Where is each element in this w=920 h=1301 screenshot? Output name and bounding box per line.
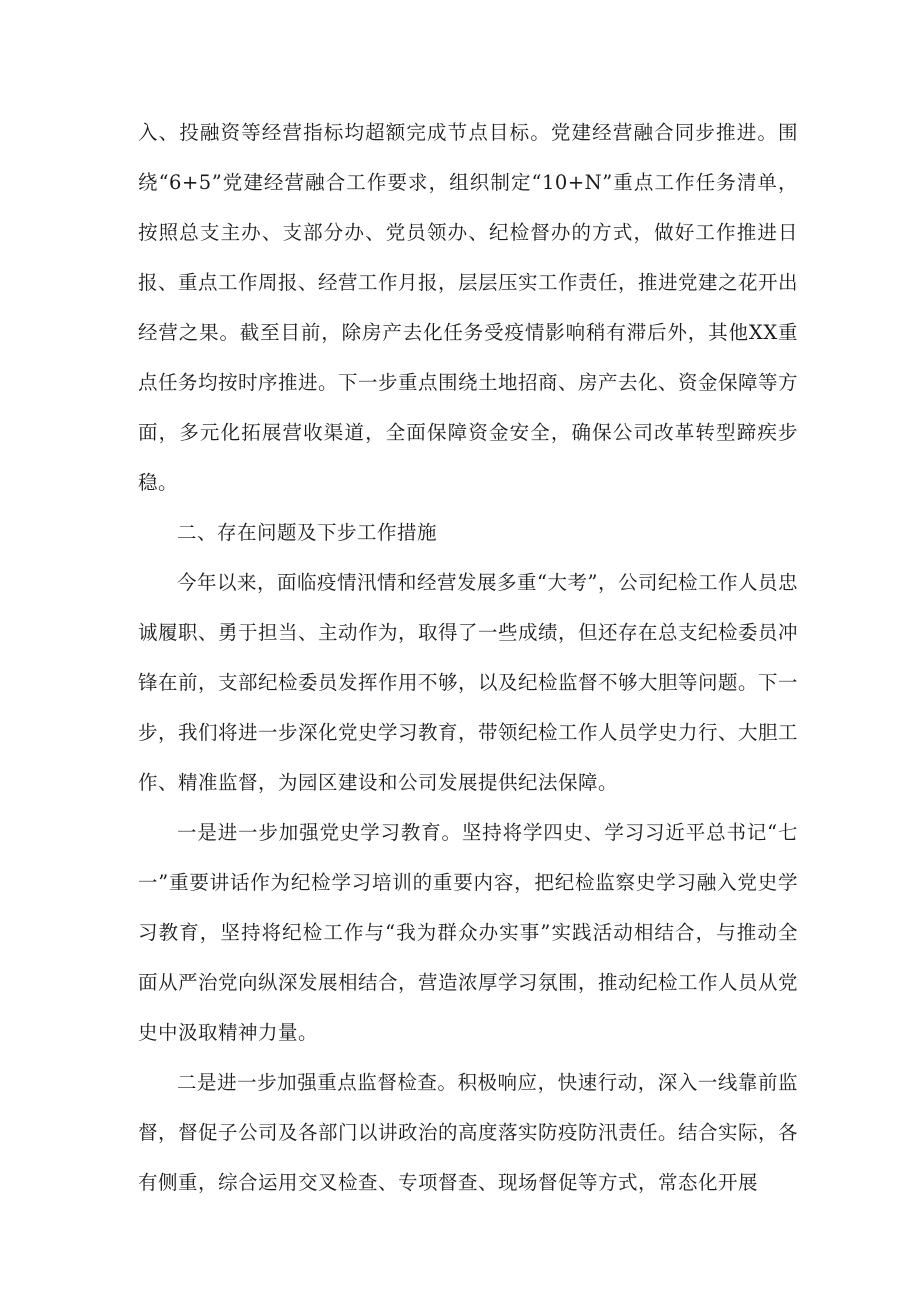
paragraph-continuation: 入、投融资等经营指标均超额完成节点目标。党建经营融合同步推进。围绕“6+5”党建经营融合工作要求，组织制定“10+N”重点工作任务清单，按照总支主办、支部分办、党员领办、纪检督办的方式，做好工作推进日报、重点工作周报、经营工作月报，层层压实工作责任，推进党建之花开出经营之果。截至目前，除房产去化任务受疫情影响稍有滞后外，其他XX重点任务均按时序推进。下一步重点围绕土地招商、房产去化、资金保障等方面，多元化拓展营收渠道，全面保障资金安全，确保公司改革转型蹄疾步稳。 bbox=[138, 121, 799, 494]
section-heading: 二、存在问题及下步工作措施 bbox=[177, 521, 438, 544]
paragraph-measure-two: 二是进一步加强重点监督检查。积极响应，快速行动，深入一线靠前监督，督促子公司及各部门以讲政治的高度落实防疫防汛责任。结合实际，各有侧重，综合运用交叉检查、专项督查、现场督促等方式，常态化开展 bbox=[138, 1071, 799, 1194]
document-body bbox=[138, 108, 798, 1208]
paragraph-measure-one: 一是进一步加强党史学习教育。坚持将学四史、学习习近平总书记“七一”重要讲话作为纪检学习培训的重要内容，把纪检监察史学习融入党史学习教育，坚持将纪检工作与“我为群众办实事”实践活动相结合，与推动全面从严治党向纵深发展相结合，营造浓厚学习氛围，推动纪检工作人员从党史中汲取精神力量。 bbox=[138, 821, 799, 1044]
paragraph-problems: 今年以来，面临疫情汛情和经营发展多重“大考”，公司纪检工作人员忠诚履职、勇于担当、主动作为，取得了一些成绩，但还存在总支纪检委员冲锋在前，支部纪检委员发挥作用不够，以及纪检监督不够大胆等问题。下一步，我们将进一步深化党史学习教育，带领纪检工作人员学史力行、大胆工作、精准监督，为园区建设和公司发展提供纪法保障。 bbox=[138, 571, 799, 794]
